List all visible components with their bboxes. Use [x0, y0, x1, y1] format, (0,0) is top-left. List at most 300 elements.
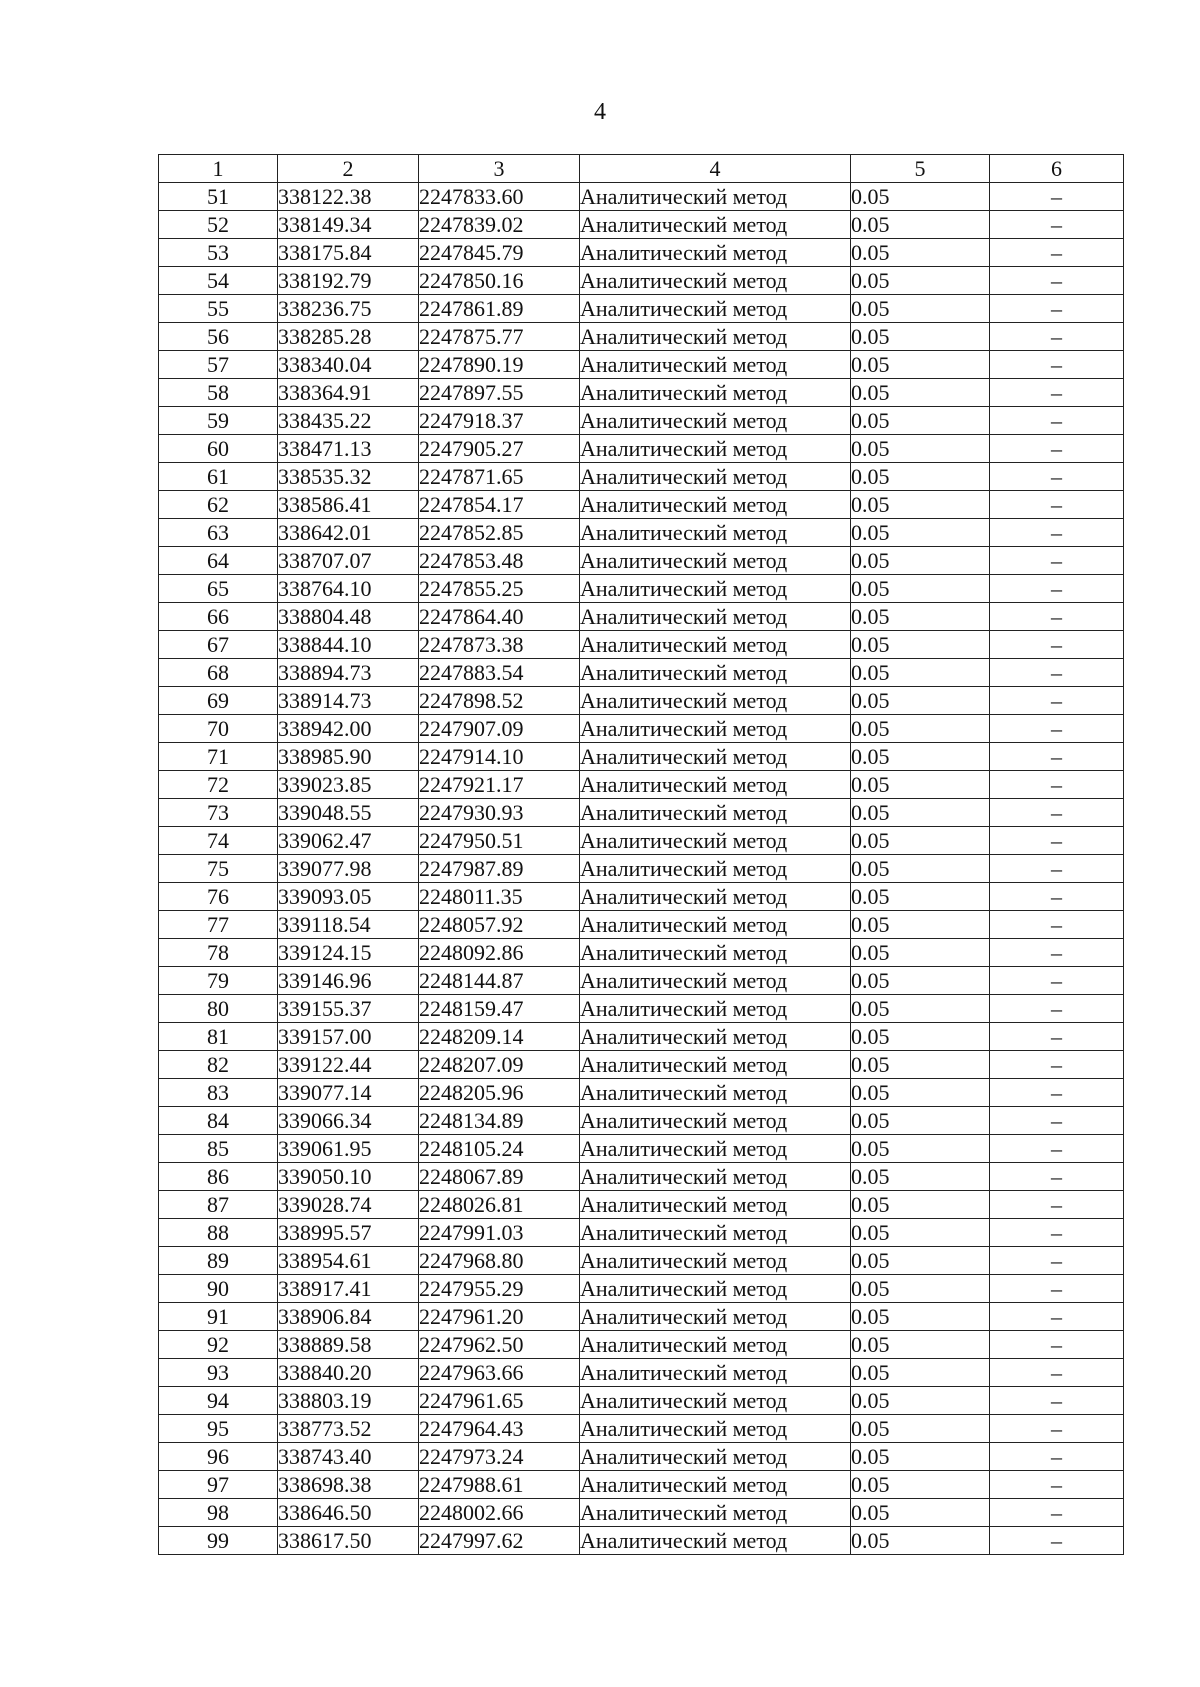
y-coordinate-cell: 2247930.93: [419, 799, 580, 827]
method-cell: Аналитический метод: [580, 407, 851, 435]
y-coordinate-cell: 2248134.89: [419, 1107, 580, 1135]
header-cell-2: 2: [278, 155, 419, 183]
method-cell: Аналитический метод: [580, 715, 851, 743]
table-row: [159, 967, 1124, 995]
table-row: [159, 687, 1124, 715]
x-coordinate-cell: 338340.04: [278, 351, 419, 379]
method-cell: Аналитический метод: [580, 519, 851, 547]
method-cell: Аналитический метод: [580, 267, 851, 295]
accuracy-cell: 0.05: [851, 519, 990, 547]
x-coordinate-cell: 338471.13: [278, 435, 419, 463]
x-coordinate-cell: 338642.01: [278, 519, 419, 547]
note-cell: –: [990, 407, 1124, 435]
accuracy-cell: 0.05: [851, 1163, 990, 1191]
point-number-cell: 99: [159, 1527, 278, 1555]
table-row: [159, 1079, 1124, 1107]
table-row: [159, 631, 1124, 659]
method-cell: Аналитический метод: [580, 659, 851, 687]
note-cell: –: [990, 855, 1124, 883]
table-header: [159, 155, 1124, 183]
accuracy-cell: 0.05: [851, 1247, 990, 1275]
accuracy-cell: 0.05: [851, 1387, 990, 1415]
note-cell: –: [990, 799, 1124, 827]
accuracy-cell: 0.05: [851, 1051, 990, 1079]
method-cell: Аналитический метод: [580, 771, 851, 799]
table-row: [159, 211, 1124, 239]
y-coordinate-cell: 2247991.03: [419, 1219, 580, 1247]
y-coordinate-cell: 2247839.02: [419, 211, 580, 239]
point-number-cell: 94: [159, 1387, 278, 1415]
accuracy-cell: 0.05: [851, 687, 990, 715]
table-row: [159, 491, 1124, 519]
x-coordinate-cell: 339118.54: [278, 911, 419, 939]
table-row: [159, 1443, 1124, 1471]
y-coordinate-cell: 2248002.66: [419, 1499, 580, 1527]
x-coordinate-cell: 338617.50: [278, 1527, 419, 1555]
method-cell: Аналитический метод: [580, 1051, 851, 1079]
page-number: 4: [594, 99, 606, 125]
table-row: [159, 239, 1124, 267]
method-cell: Аналитический метод: [580, 883, 851, 911]
y-coordinate-cell: 2247921.17: [419, 771, 580, 799]
method-cell: Аналитический метод: [580, 687, 851, 715]
x-coordinate-cell: 338894.73: [278, 659, 419, 687]
note-cell: –: [990, 379, 1124, 407]
x-coordinate-cell: 338698.38: [278, 1471, 419, 1499]
x-coordinate-cell: 338954.61: [278, 1247, 419, 1275]
accuracy-cell: 0.05: [851, 827, 990, 855]
note-cell: –: [990, 1471, 1124, 1499]
method-cell: Аналитический метод: [580, 1275, 851, 1303]
table-row: [159, 435, 1124, 463]
method-cell: Аналитический метод: [580, 1499, 851, 1527]
accuracy-cell: 0.05: [851, 491, 990, 519]
note-cell: –: [990, 1275, 1124, 1303]
method-cell: Аналитический метод: [580, 1387, 851, 1415]
y-coordinate-cell: 2248105.24: [419, 1135, 580, 1163]
point-number-cell: 55: [159, 295, 278, 323]
point-number-cell: 88: [159, 1219, 278, 1247]
y-coordinate-cell: 2247950.51: [419, 827, 580, 855]
note-cell: –: [990, 211, 1124, 239]
x-coordinate-cell: 339122.44: [278, 1051, 419, 1079]
x-coordinate-cell: 339157.00: [278, 1023, 419, 1051]
point-number-cell: 52: [159, 211, 278, 239]
point-number-cell: 82: [159, 1051, 278, 1079]
method-cell: Аналитический метод: [580, 1471, 851, 1499]
method-cell: Аналитический метод: [580, 491, 851, 519]
point-number-cell: 53: [159, 239, 278, 267]
note-cell: –: [990, 183, 1124, 211]
y-coordinate-cell: 2247875.77: [419, 323, 580, 351]
y-coordinate-cell: 2247961.65: [419, 1387, 580, 1415]
point-number-cell: 54: [159, 267, 278, 295]
table-row: [159, 547, 1124, 575]
x-coordinate-cell: 338707.07: [278, 547, 419, 575]
table-row: [159, 715, 1124, 743]
table-row: [159, 323, 1124, 351]
note-cell: –: [990, 1359, 1124, 1387]
x-coordinate-cell: 339050.10: [278, 1163, 419, 1191]
method-cell: Аналитический метод: [580, 1079, 851, 1107]
note-cell: –: [990, 239, 1124, 267]
note-cell: –: [990, 659, 1124, 687]
method-cell: Аналитический метод: [580, 295, 851, 323]
method-cell: Аналитический метод: [580, 1163, 851, 1191]
point-number-cell: 92: [159, 1331, 278, 1359]
y-coordinate-cell: 2247861.89: [419, 295, 580, 323]
note-cell: –: [990, 295, 1124, 323]
accuracy-cell: 0.05: [851, 1359, 990, 1387]
point-number-cell: 72: [159, 771, 278, 799]
table-row: [159, 379, 1124, 407]
accuracy-cell: 0.05: [851, 1331, 990, 1359]
table-row: [159, 827, 1124, 855]
y-coordinate-cell: 2248092.86: [419, 939, 580, 967]
accuracy-cell: 0.05: [851, 659, 990, 687]
table-row: [159, 1499, 1124, 1527]
y-coordinate-cell: 2248026.81: [419, 1191, 580, 1219]
header-cell-6: 6: [990, 155, 1124, 183]
y-coordinate-cell: 2248144.87: [419, 967, 580, 995]
y-coordinate-cell: 2247852.85: [419, 519, 580, 547]
x-coordinate-cell: 338175.84: [278, 239, 419, 267]
y-coordinate-cell: 2248207.09: [419, 1051, 580, 1079]
point-number-cell: 61: [159, 463, 278, 491]
y-coordinate-cell: 2247988.61: [419, 1471, 580, 1499]
method-cell: Аналитический метод: [580, 1191, 851, 1219]
x-coordinate-cell: 339155.37: [278, 995, 419, 1023]
point-number-cell: 85: [159, 1135, 278, 1163]
method-cell: Аналитический метод: [580, 183, 851, 211]
accuracy-cell: 0.05: [851, 967, 990, 995]
table-row: [159, 799, 1124, 827]
y-coordinate-cell: 2247963.66: [419, 1359, 580, 1387]
method-cell: Аналитический метод: [580, 1415, 851, 1443]
note-cell: –: [990, 939, 1124, 967]
x-coordinate-cell: 339023.85: [278, 771, 419, 799]
note-cell: –: [990, 1331, 1124, 1359]
method-cell: Аналитический метод: [580, 211, 851, 239]
note-cell: –: [990, 827, 1124, 855]
accuracy-cell: 0.05: [851, 1275, 990, 1303]
x-coordinate-cell: 339077.14: [278, 1079, 419, 1107]
method-cell: Аналитический метод: [580, 1443, 851, 1471]
point-number-cell: 97: [159, 1471, 278, 1499]
note-cell: –: [990, 743, 1124, 771]
method-cell: Аналитический метод: [580, 603, 851, 631]
x-coordinate-cell: 338236.75: [278, 295, 419, 323]
point-number-cell: 59: [159, 407, 278, 435]
table-body: [159, 183, 1124, 1555]
coordinates-table: [158, 154, 1124, 1555]
method-cell: Аналитический метод: [580, 435, 851, 463]
x-coordinate-cell: 338914.73: [278, 687, 419, 715]
point-number-cell: 71: [159, 743, 278, 771]
y-coordinate-cell: 2247964.43: [419, 1415, 580, 1443]
table-row: [159, 1359, 1124, 1387]
x-coordinate-cell: 338149.34: [278, 211, 419, 239]
method-cell: Аналитический метод: [580, 967, 851, 995]
header-cell-5: 5: [851, 155, 990, 183]
y-coordinate-cell: 2247961.20: [419, 1303, 580, 1331]
accuracy-cell: 0.05: [851, 267, 990, 295]
table-row: [159, 659, 1124, 687]
y-coordinate-cell: 2247905.27: [419, 435, 580, 463]
table-row: [159, 1387, 1124, 1415]
point-number-cell: 62: [159, 491, 278, 519]
point-number-cell: 95: [159, 1415, 278, 1443]
method-cell: Аналитический метод: [580, 799, 851, 827]
table-row: [159, 1023, 1124, 1051]
y-coordinate-cell: 2247897.55: [419, 379, 580, 407]
table-row: [159, 995, 1124, 1023]
x-coordinate-cell: 339061.95: [278, 1135, 419, 1163]
point-number-cell: 79: [159, 967, 278, 995]
x-coordinate-cell: 339062.47: [278, 827, 419, 855]
table-row: [159, 407, 1124, 435]
note-cell: –: [990, 911, 1124, 939]
y-coordinate-cell: 2248057.92: [419, 911, 580, 939]
x-coordinate-cell: 338804.48: [278, 603, 419, 631]
x-coordinate-cell: 338917.41: [278, 1275, 419, 1303]
x-coordinate-cell: 338435.22: [278, 407, 419, 435]
note-cell: –: [990, 771, 1124, 799]
y-coordinate-cell: 2248209.14: [419, 1023, 580, 1051]
x-coordinate-cell: 339066.34: [278, 1107, 419, 1135]
table-row: [159, 463, 1124, 491]
x-coordinate-cell: 339124.15: [278, 939, 419, 967]
accuracy-cell: 0.05: [851, 1443, 990, 1471]
accuracy-cell: 0.05: [851, 995, 990, 1023]
y-coordinate-cell: 2247845.79: [419, 239, 580, 267]
method-cell: Аналитический метод: [580, 1219, 851, 1247]
y-coordinate-cell: 2247914.10: [419, 743, 580, 771]
accuracy-cell: 0.05: [851, 771, 990, 799]
point-number-cell: 70: [159, 715, 278, 743]
method-cell: Аналитический метод: [580, 379, 851, 407]
y-coordinate-cell: 2247955.29: [419, 1275, 580, 1303]
accuracy-cell: 0.05: [851, 1135, 990, 1163]
accuracy-cell: 0.05: [851, 939, 990, 967]
note-cell: –: [990, 1191, 1124, 1219]
table-row: [159, 1331, 1124, 1359]
y-coordinate-cell: 2247883.54: [419, 659, 580, 687]
accuracy-cell: 0.05: [851, 547, 990, 575]
x-coordinate-cell: 338364.91: [278, 379, 419, 407]
x-coordinate-cell: 338646.50: [278, 1499, 419, 1527]
x-coordinate-cell: 338889.58: [278, 1331, 419, 1359]
x-coordinate-cell: 339093.05: [278, 883, 419, 911]
point-number-cell: 65: [159, 575, 278, 603]
y-coordinate-cell: 2248159.47: [419, 995, 580, 1023]
accuracy-cell: 0.05: [851, 1303, 990, 1331]
point-number-cell: 84: [159, 1107, 278, 1135]
note-cell: –: [990, 967, 1124, 995]
x-coordinate-cell: 338743.40: [278, 1443, 419, 1471]
method-cell: Аналитический метод: [580, 827, 851, 855]
note-cell: –: [990, 547, 1124, 575]
point-number-cell: 96: [159, 1443, 278, 1471]
table-row: [159, 883, 1124, 911]
note-cell: –: [990, 435, 1124, 463]
accuracy-cell: 0.05: [851, 323, 990, 351]
y-coordinate-cell: 2247997.62: [419, 1527, 580, 1555]
y-coordinate-cell: 2247907.09: [419, 715, 580, 743]
accuracy-cell: 0.05: [851, 1023, 990, 1051]
header-cell-4: 4: [580, 155, 851, 183]
point-number-cell: 66: [159, 603, 278, 631]
note-cell: –: [990, 519, 1124, 547]
y-coordinate-cell: 2247987.89: [419, 855, 580, 883]
point-number-cell: 77: [159, 911, 278, 939]
point-number-cell: 56: [159, 323, 278, 351]
table-row: [159, 351, 1124, 379]
accuracy-cell: 0.05: [851, 1527, 990, 1555]
table-row: [159, 1303, 1124, 1331]
accuracy-cell: 0.05: [851, 183, 990, 211]
note-cell: –: [990, 631, 1124, 659]
accuracy-cell: 0.05: [851, 883, 990, 911]
accuracy-cell: 0.05: [851, 351, 990, 379]
table-row: [159, 1163, 1124, 1191]
method-cell: Аналитический метод: [580, 1135, 851, 1163]
accuracy-cell: 0.05: [851, 379, 990, 407]
accuracy-cell: 0.05: [851, 1079, 990, 1107]
table-row: [159, 911, 1124, 939]
y-coordinate-cell: 2247871.65: [419, 463, 580, 491]
y-coordinate-cell: 2247853.48: [419, 547, 580, 575]
accuracy-cell: 0.05: [851, 575, 990, 603]
method-cell: Аналитический метод: [580, 1527, 851, 1555]
accuracy-cell: 0.05: [851, 743, 990, 771]
point-number-cell: 98: [159, 1499, 278, 1527]
note-cell: –: [990, 1219, 1124, 1247]
note-cell: –: [990, 1079, 1124, 1107]
note-cell: –: [990, 1499, 1124, 1527]
point-number-cell: 69: [159, 687, 278, 715]
table-row: [159, 1275, 1124, 1303]
point-number-cell: 76: [159, 883, 278, 911]
accuracy-cell: 0.05: [851, 799, 990, 827]
table-row: [159, 1191, 1124, 1219]
y-coordinate-cell: 2247890.19: [419, 351, 580, 379]
accuracy-cell: 0.05: [851, 463, 990, 491]
note-cell: –: [990, 603, 1124, 631]
table-row: [159, 1471, 1124, 1499]
table-row: [159, 575, 1124, 603]
table-row: [159, 1247, 1124, 1275]
point-number-cell: 74: [159, 827, 278, 855]
header-row: [159, 155, 1124, 183]
note-cell: –: [990, 995, 1124, 1023]
accuracy-cell: 0.05: [851, 1107, 990, 1135]
y-coordinate-cell: 2247833.60: [419, 183, 580, 211]
point-number-cell: 68: [159, 659, 278, 687]
note-cell: –: [990, 1247, 1124, 1275]
table-row: [159, 519, 1124, 547]
method-cell: Аналитический метод: [580, 1359, 851, 1387]
point-number-cell: 80: [159, 995, 278, 1023]
point-number-cell: 91: [159, 1303, 278, 1331]
x-coordinate-cell: 338586.41: [278, 491, 419, 519]
method-cell: Аналитический метод: [580, 631, 851, 659]
table-row: [159, 1415, 1124, 1443]
point-number-cell: 93: [159, 1359, 278, 1387]
point-number-cell: 87: [159, 1191, 278, 1219]
y-coordinate-cell: 2248205.96: [419, 1079, 580, 1107]
accuracy-cell: 0.05: [851, 211, 990, 239]
table-row: [159, 771, 1124, 799]
point-number-cell: 58: [159, 379, 278, 407]
method-cell: Аналитический метод: [580, 1331, 851, 1359]
x-coordinate-cell: 338764.10: [278, 575, 419, 603]
x-coordinate-cell: 339048.55: [278, 799, 419, 827]
y-coordinate-cell: 2247854.17: [419, 491, 580, 519]
accuracy-cell: 0.05: [851, 239, 990, 267]
x-coordinate-cell: 339146.96: [278, 967, 419, 995]
x-coordinate-cell: 339028.74: [278, 1191, 419, 1219]
note-cell: –: [990, 1135, 1124, 1163]
table-row: [159, 939, 1124, 967]
x-coordinate-cell: 338995.57: [278, 1219, 419, 1247]
point-number-cell: 86: [159, 1163, 278, 1191]
accuracy-cell: 0.05: [851, 1219, 990, 1247]
accuracy-cell: 0.05: [851, 603, 990, 631]
accuracy-cell: 0.05: [851, 1415, 990, 1443]
method-cell: Аналитический метод: [580, 575, 851, 603]
x-coordinate-cell: 338192.79: [278, 267, 419, 295]
y-coordinate-cell: 2247864.40: [419, 603, 580, 631]
table-row: [159, 295, 1124, 323]
note-cell: –: [990, 1443, 1124, 1471]
accuracy-cell: 0.05: [851, 855, 990, 883]
x-coordinate-cell: 338906.84: [278, 1303, 419, 1331]
x-coordinate-cell: 339077.98: [278, 855, 419, 883]
y-coordinate-cell: 2247968.80: [419, 1247, 580, 1275]
note-cell: –: [990, 1107, 1124, 1135]
table-row: [159, 1051, 1124, 1079]
x-coordinate-cell: 338985.90: [278, 743, 419, 771]
header-cell-3: 3: [419, 155, 580, 183]
table-row: [159, 1219, 1124, 1247]
x-coordinate-cell: 338285.28: [278, 323, 419, 351]
table-row: [159, 1107, 1124, 1135]
y-coordinate-cell: 2247898.52: [419, 687, 580, 715]
point-number-cell: 90: [159, 1275, 278, 1303]
method-cell: Аналитический метод: [580, 351, 851, 379]
y-coordinate-cell: 2247918.37: [419, 407, 580, 435]
point-number-cell: 51: [159, 183, 278, 211]
x-coordinate-cell: 338840.20: [278, 1359, 419, 1387]
x-coordinate-cell: 338535.32: [278, 463, 419, 491]
y-coordinate-cell: 2248067.89: [419, 1163, 580, 1191]
method-cell: Аналитический метод: [580, 1023, 851, 1051]
note-cell: –: [990, 1051, 1124, 1079]
point-number-cell: 57: [159, 351, 278, 379]
note-cell: –: [990, 1527, 1124, 1555]
note-cell: –: [990, 351, 1124, 379]
method-cell: Аналитический метод: [580, 1247, 851, 1275]
note-cell: –: [990, 687, 1124, 715]
point-number-cell: 81: [159, 1023, 278, 1051]
accuracy-cell: 0.05: [851, 435, 990, 463]
accuracy-cell: 0.05: [851, 1471, 990, 1499]
method-cell: Аналитический метод: [580, 239, 851, 267]
method-cell: Аналитический метод: [580, 463, 851, 491]
note-cell: –: [990, 575, 1124, 603]
note-cell: –: [990, 323, 1124, 351]
